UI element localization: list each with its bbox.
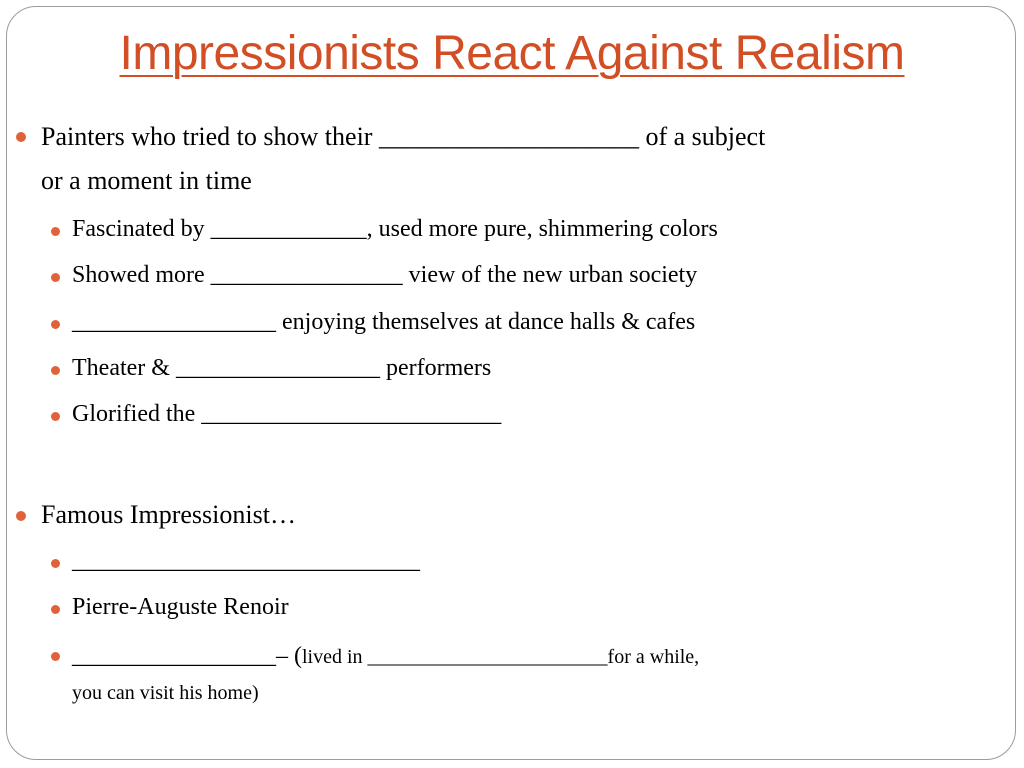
slide-title: Impressionists React Against Realism [119,27,905,80]
sub-bullet-text: Fascinated by _____________, used more pure, shimmering colors [72,216,718,242]
sub-bullet-text [72,643,699,670]
sub-bullet-dot [51,559,60,568]
sub-bullet-text: Glorified the _________________________ [72,401,502,427]
sub-bullet-text: _____________________________ [72,548,420,574]
sub-bullet-text: Theater & _________________ performers [72,355,492,381]
blank-part: _________________ [72,643,276,669]
sub-bullet-text: Showed more ________________ view of the new urban society [72,262,698,288]
sub-bullet-text: Pierre-Auguste Renoir [72,594,289,620]
bullet-dot [16,511,26,521]
sub-bullet-text: _________________ enjoying themselves at dance halls & cafes [72,309,696,335]
sub-bullet-dot [51,412,60,421]
bullet-text: Painters who tried to show their ____________________ of a subject [41,122,766,151]
sub-bullet-dot [51,652,60,661]
bullet-text-continued: or a moment in time [41,166,252,195]
lived-in-part: lived in ________________________for a while, [302,646,700,668]
bullet-dot [16,132,26,142]
dash-part: – ( [276,643,302,669]
bullet-text: Famous Impressionist… [41,500,296,529]
sub-bullet-dot [51,227,60,236]
sub-bullet-dot [51,605,60,614]
sub-bullet-text-continued: you can visit his home) [72,682,259,704]
sub-bullet-dot [51,320,60,329]
sub-bullet-dot [51,273,60,282]
sub-bullet-dot [51,366,60,375]
